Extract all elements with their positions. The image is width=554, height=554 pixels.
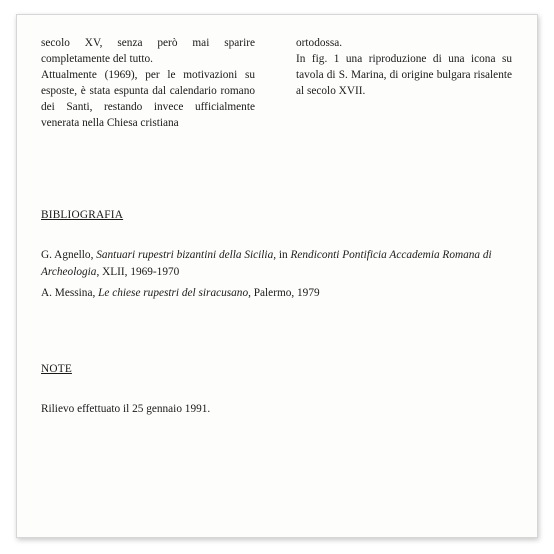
left-paragraph-1: secolo XV, senza però mai sparire completamente del tutto. xyxy=(41,37,255,65)
left-paragraph-2: Attualmente (1969), per le motivazioni su esposte, è stata espunta dal calendario romano dei Santi, restando invece ufficialmente venerata nella Chiesa cristiana xyxy=(41,69,255,129)
bibliography-entry xyxy=(41,285,515,302)
right-text-column xyxy=(296,35,512,99)
right-paragraph-1: ortodossa. xyxy=(296,37,343,49)
bibliography-list xyxy=(41,247,515,306)
right-paragraph-2: In fig. 1 una riproduzione di una icona su tavola di S. Marina, di origine bulgara risalente al secolo XVII. xyxy=(296,53,512,97)
left-text-column xyxy=(41,35,255,131)
bib-journal: Rendiconti Pontificia Accademia Romana di Archeologia xyxy=(41,249,492,278)
bib-connector: in xyxy=(276,249,291,261)
bib-author: G. Agnello, xyxy=(41,249,97,261)
document-page xyxy=(16,14,538,538)
notes-text: Rilievo effettuato il 25 gennaio 1991. xyxy=(41,403,211,415)
bib-details: , XLII, 1969-1970 xyxy=(96,266,180,278)
bibliography-entry xyxy=(41,247,515,281)
bib-details: , Palermo, 1979 xyxy=(248,287,320,299)
bibliography-heading: BIBLIOGRAFIA xyxy=(41,209,124,221)
bib-title: Santuari rupestri bizantini della Sicilia, xyxy=(96,249,277,261)
bib-author: A. Messina, xyxy=(41,287,99,299)
bib-title: Le chiese rupestri del siracusano xyxy=(98,287,249,299)
notes-heading: NOTE xyxy=(41,363,72,375)
